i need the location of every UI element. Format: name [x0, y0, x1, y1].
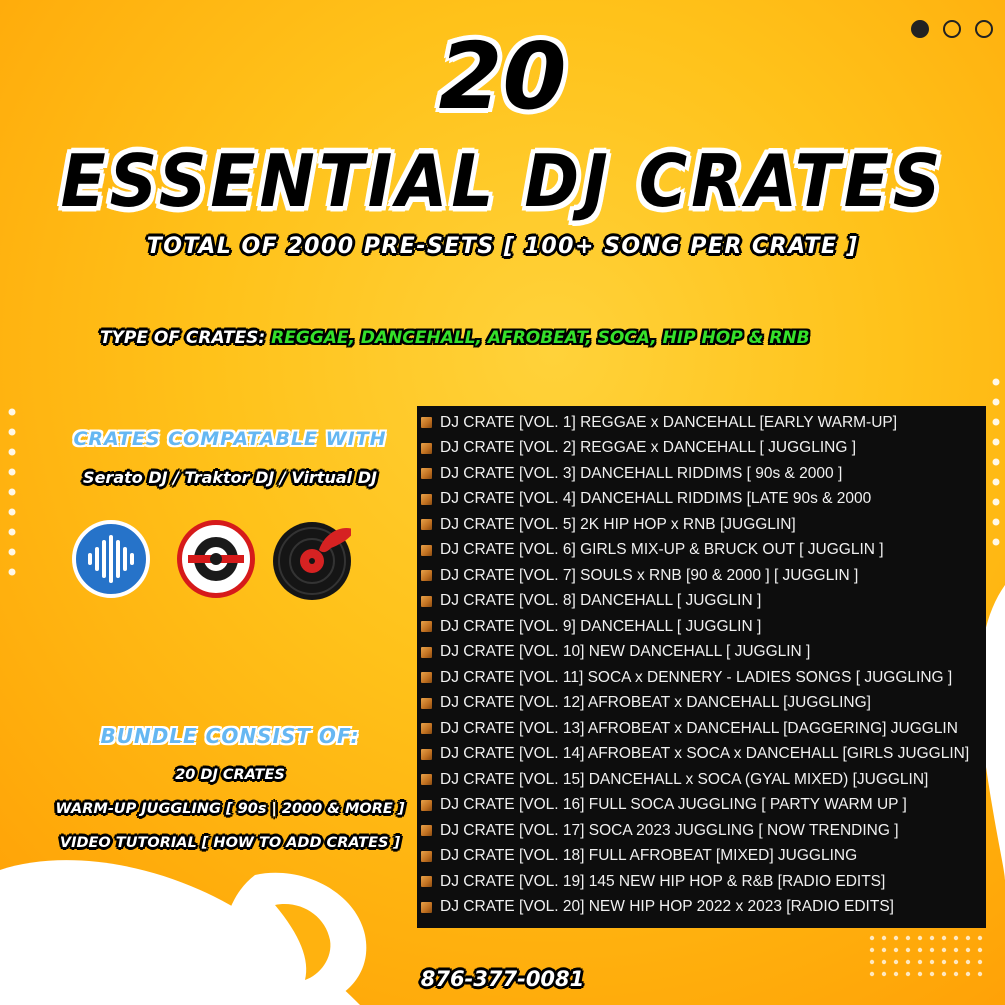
bundle-item: 20 DJ CRATES [175, 767, 285, 783]
crate-types [100, 325, 810, 351]
crate-label: DJ CRATE [VOL. 17] SOCA 2023 JUGGLING [ NOW TRENDING ] [440, 821, 899, 839]
box-icon [421, 519, 432, 530]
crate-label: DJ CRATE [VOL. 14] AFROBEAT x SOCA x DANCEHALL [GIRLS JUGGLIN] [440, 745, 970, 763]
crate-label: DJ CRATE [VOL. 10] NEW DANCEHALL [ JUGGLIN ] [440, 643, 811, 661]
crate-list-item [421, 716, 986, 742]
virtual-dj-logo-icon [273, 522, 351, 600]
crate-label: DJ CRATE [VOL. 12] AFROBEAT x DANCEHALL [JUGGLING] [440, 694, 871, 712]
crate-label: DJ CRATE [VOL. 2] REGGAE x DANCEHALL [ JUGGLING ] [440, 439, 857, 457]
bundle-item: VIDEO TUTORIAL [ HOW TO ADD CRATES ] [59, 835, 401, 851]
serato-logo-icon [72, 520, 150, 598]
box-icon [421, 545, 432, 556]
crate-label: DJ CRATE [VOL. 6] GIRLS MIX-UP & BRUCK OUT [ JUGGLIN ] [440, 541, 884, 559]
contact-phone[interactable]: 876-377-0081 [420, 967, 585, 991]
crate-list-item [421, 410, 986, 436]
page-title: ESSENTIAL DJ CRATES [60, 139, 945, 224]
crate-list-item [421, 512, 986, 538]
box-icon [421, 902, 432, 913]
crate-label: DJ CRATE [VOL. 18] FULL AFROBEAT [MIXED] JUGGLING [440, 847, 858, 865]
crate-types-label: TYPE OF CRATES: [100, 328, 266, 348]
bundle-list [30, 758, 430, 860]
box-icon [421, 672, 432, 683]
crate-list-item [421, 487, 986, 513]
box-icon [421, 800, 432, 811]
crate-list-panel [417, 406, 986, 928]
crate-list-item [421, 818, 986, 844]
crate-list-item [421, 563, 986, 589]
crate-list-item [421, 436, 986, 462]
crate-list-item [421, 589, 986, 615]
crate-list-item [421, 869, 986, 895]
crate-label: DJ CRATE [VOL. 4] DANCEHALL RIDDIMS [LATE 90s & 2000 [440, 490, 872, 508]
crate-label: DJ CRATE [VOL. 8] DANCEHALL [ JUGGLIN ] [440, 592, 762, 610]
box-icon [421, 876, 432, 887]
crate-list-item [421, 614, 986, 640]
crate-label: DJ CRATE [VOL. 11] SOCA x DENNERY - LADIES SONGS [ JUGGLING ] [440, 668, 953, 686]
box-icon [421, 647, 432, 658]
box-icon [421, 825, 432, 836]
box-icon [421, 596, 432, 607]
box-icon [421, 570, 432, 581]
crate-list-item [421, 742, 986, 768]
crate-list-item [421, 665, 986, 691]
bundle-heading: BUNDLE CONSIST OF: [100, 724, 360, 748]
crate-list-item [421, 640, 986, 666]
box-icon [421, 749, 432, 760]
box-icon [421, 494, 432, 505]
crate-label: DJ CRATE [VOL. 1] REGGAE x DANCEHALL [EARLY WARM-UP] [440, 413, 898, 431]
box-icon [421, 774, 432, 785]
crate-list-item [421, 844, 986, 870]
crate-label: DJ CRATE [VOL. 3] DANCEHALL RIDDIMS [ 90s & 2000 ] [440, 464, 843, 482]
software-logos [0, 508, 420, 598]
box-icon [421, 723, 432, 734]
crate-label: DJ CRATE [VOL. 20] NEW HIP HOP 2022 x 2023 [RADIO EDITS] [440, 898, 894, 916]
crate-label: DJ CRATE [VOL. 5] 2K HIP HOP x RNB [JUGGLIN] [440, 515, 796, 533]
crate-list-item [421, 691, 986, 717]
crate-label: DJ CRATE [VOL. 9] DANCEHALL [ JUGGLIN ] [440, 617, 762, 635]
crate-label: DJ CRATE [VOL. 19] 145 NEW HIP HOP & R&B [RADIO EDITS] [440, 872, 886, 890]
traktor-logo-icon [177, 520, 255, 598]
crate-types-value: REGGAE, DANCEHALL, AFROBEAT, SOCA, HIP HOP & RNB [271, 328, 810, 348]
box-icon [421, 621, 432, 632]
box-icon [421, 851, 432, 862]
box-icon [421, 417, 432, 428]
crate-label: DJ CRATE [VOL. 16] FULL SOCA JUGGLING [ PARTY WARM UP ] [440, 796, 907, 814]
crate-list-item [421, 538, 986, 564]
box-icon [421, 698, 432, 709]
crate-label: DJ CRATE [VOL. 13] AFROBEAT x DANCEHALL [DAGGERING] JUGGLIN [440, 719, 958, 737]
crate-list-item [421, 793, 986, 819]
crate-list-item [421, 461, 986, 487]
crate-label: DJ CRATE [VOL. 15] DANCEHALL x SOCA (GYAL MIXED) [JUGGLIN] [440, 770, 929, 788]
crate-list-item [421, 767, 986, 793]
crate-count-heading: 20 [438, 23, 567, 130]
crate-label: DJ CRATE [VOL. 7] SOULS x RNB [90 & 2000 ] [ JUGGLIN ] [440, 566, 859, 584]
compatibility-heading: CRATES COMPATABLE WITH [73, 428, 387, 450]
page-subtitle: TOTAL OF 2000 PRE-SETS [ 100+ SONG PER CRATE ] [146, 234, 859, 259]
bundle-item: WARM-UP JUGGLING [ 90s | 2000 & MORE ] [55, 801, 405, 817]
box-icon [421, 443, 432, 454]
crate-list-item [421, 895, 986, 921]
box-icon [421, 468, 432, 479]
compatibility-software: Serato DJ / Traktor DJ / Virtual DJ [83, 468, 377, 487]
